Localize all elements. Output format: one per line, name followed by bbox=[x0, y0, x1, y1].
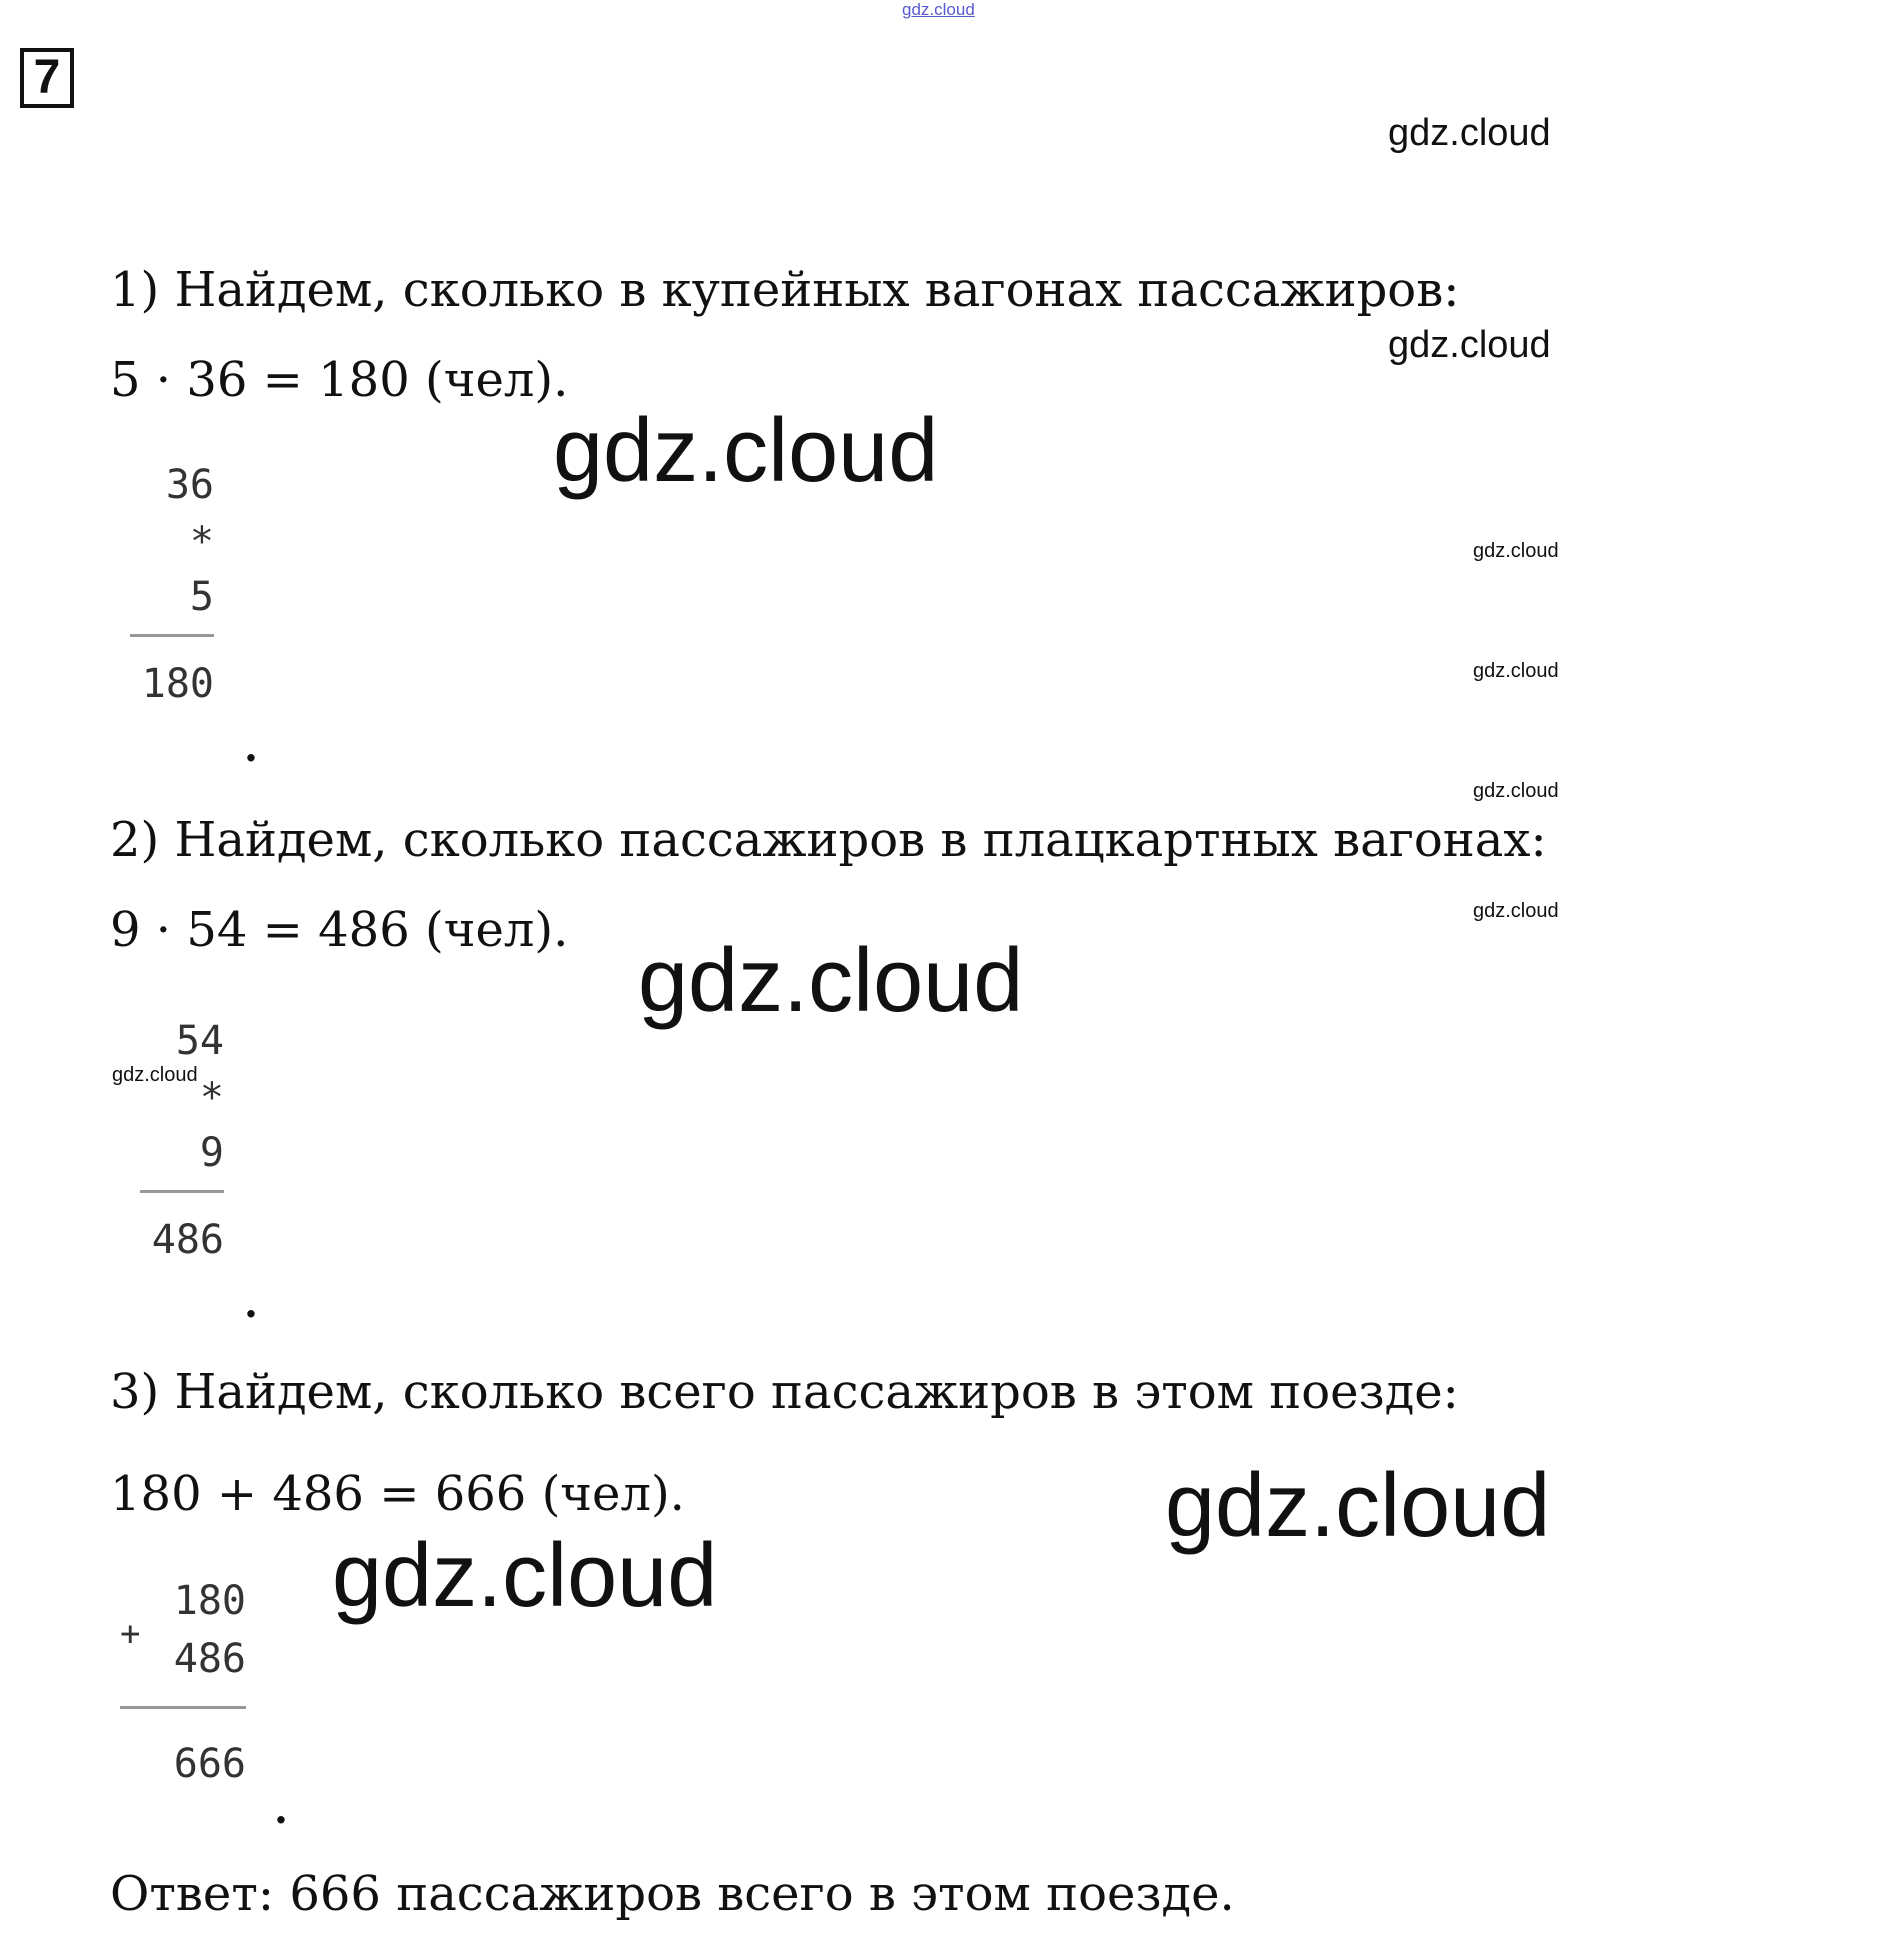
step2-heading: 2) Найдем, сколько пассажиров в плацкартных вагонах: bbox=[110, 812, 1547, 868]
step1-equation: 5 · 36 = 180 (чел). bbox=[110, 352, 569, 408]
column-bottom-operand: 9 bbox=[199, 1130, 224, 1176]
column-divider bbox=[130, 634, 214, 637]
top-watermark-link[interactable]: gdz.cloud bbox=[902, 0, 975, 19]
task-number-badge: 7 bbox=[20, 48, 74, 108]
column-divider bbox=[120, 1706, 246, 1709]
step1-heading: 1) Найдем, сколько в купейных вагонах пассажиров: bbox=[110, 262, 1460, 318]
watermark: gdz.cloud bbox=[1473, 540, 1559, 562]
column-bottom-operand: 5 bbox=[189, 574, 214, 620]
column-top-operand: 180 bbox=[173, 1578, 246, 1624]
step1-column-multiplication bbox=[130, 462, 214, 707]
watermark: gdz.cloud bbox=[1473, 660, 1559, 682]
watermark: gdz.cloud bbox=[112, 1064, 198, 1086]
column-top-operand: 36 bbox=[165, 462, 214, 508]
step3-heading: 3) Найдем, сколько всего пассажиров в этом поезде: bbox=[110, 1364, 1459, 1420]
watermark: gdz.cloud bbox=[1388, 324, 1551, 366]
column-top-operand: 54 bbox=[175, 1018, 224, 1064]
column-result: 180 bbox=[141, 661, 214, 707]
watermark-large: gdz.cloud bbox=[638, 931, 1024, 1031]
step2-dot: . bbox=[244, 1280, 258, 1327]
watermark-large: gdz.cloud bbox=[553, 401, 939, 501]
watermark-large: gdz.cloud bbox=[1165, 1456, 1551, 1556]
step3-equation: 180 + 486 = 666 (чел). bbox=[110, 1466, 685, 1522]
step3-column-addition bbox=[120, 1578, 246, 1787]
watermark: gdz.cloud bbox=[1473, 900, 1559, 922]
step1-dot: . bbox=[244, 724, 258, 771]
column-bottom-operand: 486 bbox=[173, 1636, 246, 1682]
column-result: 486 bbox=[151, 1217, 224, 1263]
column-operator: * bbox=[189, 519, 214, 565]
answer-line: Ответ: 666 пассажиров всего в этом поезде. bbox=[110, 1866, 1235, 1922]
watermark: gdz.cloud bbox=[1473, 780, 1559, 802]
watermark-large: gdz.cloud bbox=[332, 1526, 718, 1626]
column-operator: * bbox=[199, 1075, 224, 1121]
column-operator: + bbox=[120, 1614, 141, 1654]
column-divider bbox=[140, 1190, 224, 1193]
step2-equation: 9 · 54 = 486 (чел). bbox=[110, 902, 569, 958]
column-result: 666 bbox=[173, 1741, 246, 1787]
watermark: gdz.cloud bbox=[1388, 112, 1551, 154]
step2-column-multiplication bbox=[140, 1018, 224, 1263]
step3-dot: . bbox=[274, 1786, 288, 1833]
